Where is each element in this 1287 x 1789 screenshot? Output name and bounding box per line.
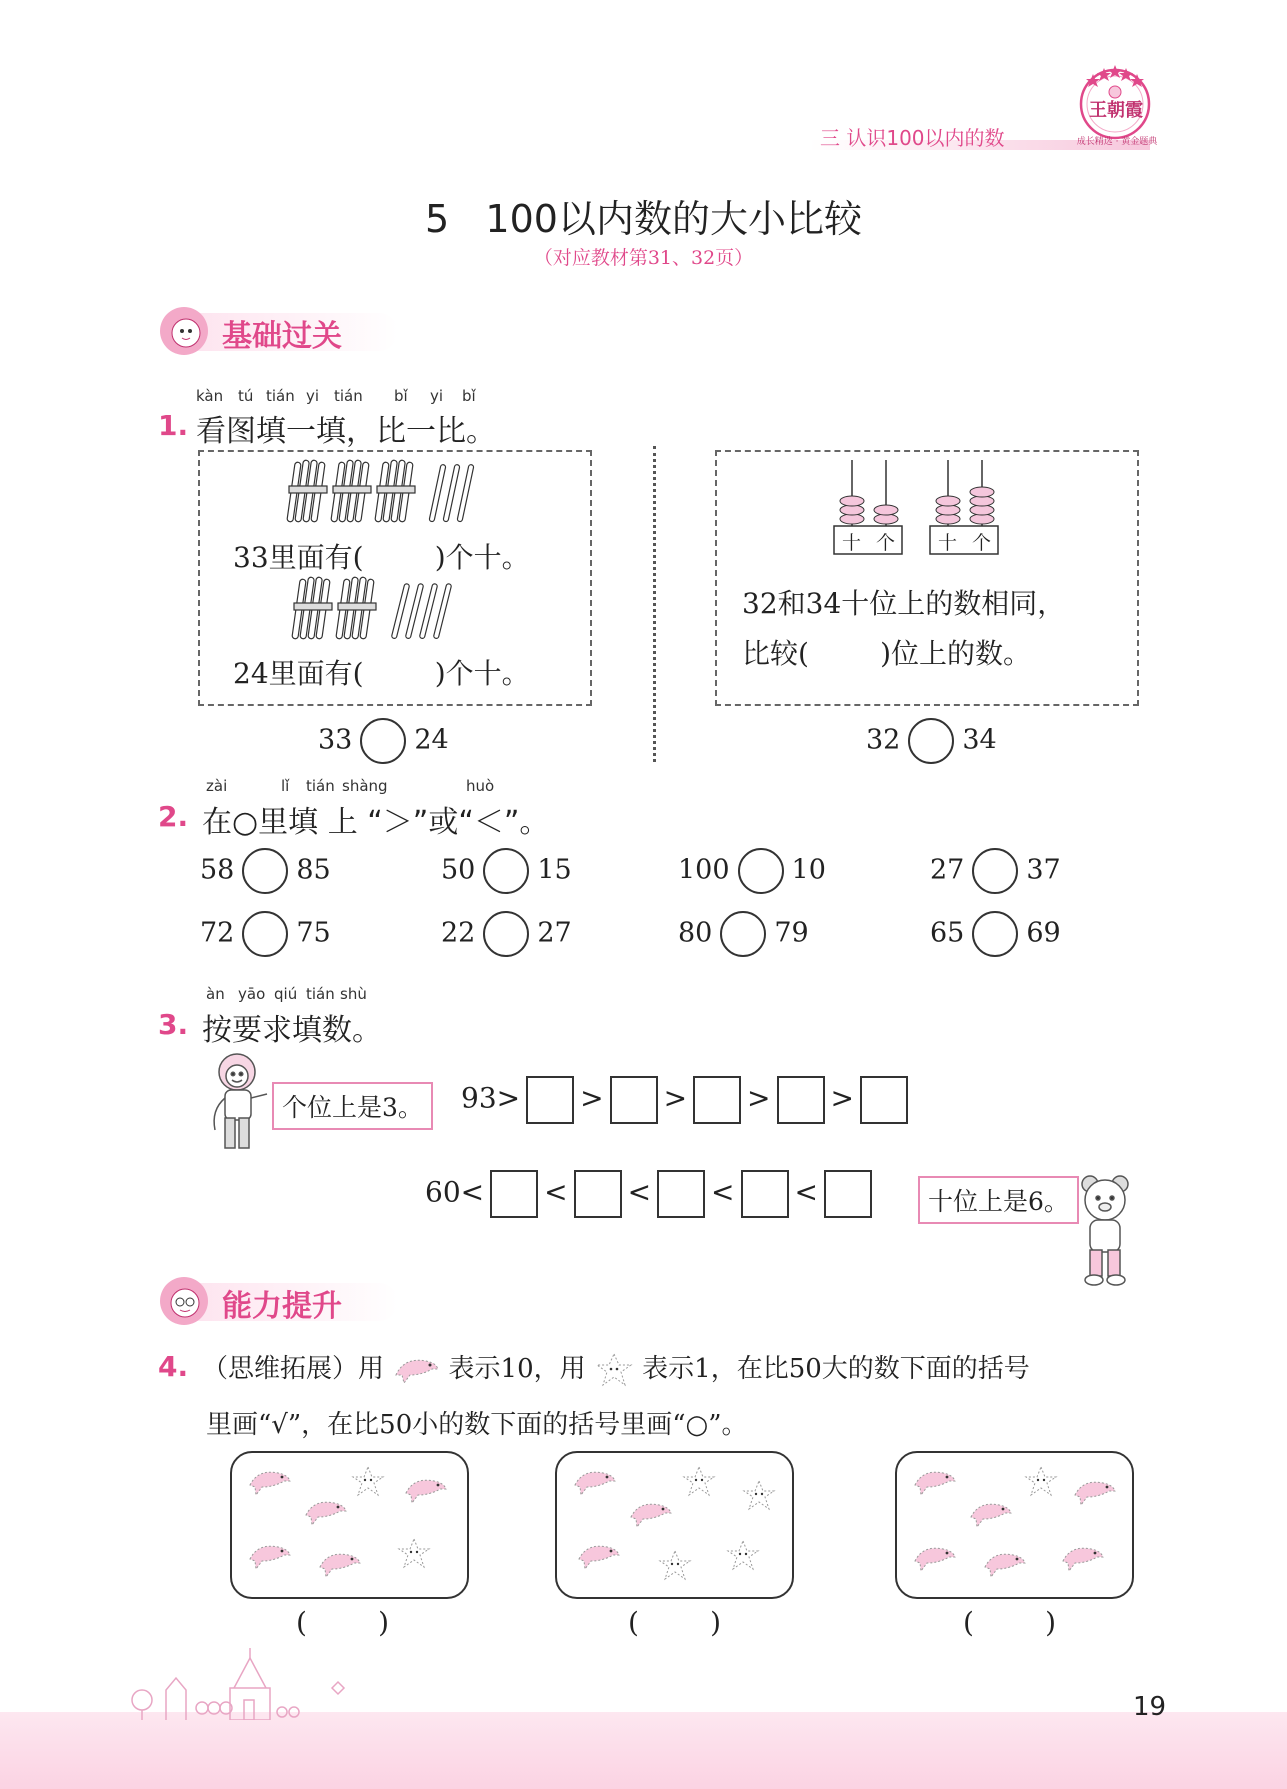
compare-circle[interactable] <box>483 848 529 894</box>
pinyin: àn <box>206 985 225 1003</box>
pinyin: huò <box>466 777 495 795</box>
compare-number: 50 <box>441 854 476 886</box>
lesson-title: 5 100以内数的大小比较 <box>425 197 862 241</box>
compare-circle[interactable] <box>360 718 406 764</box>
gt-sign: > <box>580 1081 604 1115</box>
abacus-label: 十 <box>842 532 862 554</box>
gt-sign: > <box>663 1081 688 1115</box>
q1-number: 1. <box>158 409 189 442</box>
row-start-number: 60 <box>425 1175 461 1209</box>
pinyin: lǐ <box>281 777 290 795</box>
compare-number: 27 <box>537 917 572 949</box>
pinyin: kàn <box>196 387 224 405</box>
compare-number: 75 <box>296 917 331 949</box>
q2-number: 2. <box>158 800 189 833</box>
pinyin: zài <box>206 777 228 795</box>
compare-number: 27 <box>930 854 965 886</box>
compare-number: 10 <box>791 854 826 886</box>
pinyin: bǐ <box>394 387 408 405</box>
compare-number: 85 <box>296 854 331 886</box>
lt-sign: < <box>627 1175 652 1209</box>
picture-box-1 <box>230 1451 469 1599</box>
pinyin: shù <box>340 985 367 1003</box>
q2-item <box>678 848 826 894</box>
compare-number: 69 <box>1026 917 1061 949</box>
q4-text-c: 表示1，在比50大的数下面的括号 <box>642 1354 1030 1384</box>
compare-number: 80 <box>678 917 713 949</box>
compare-number: 15 <box>537 854 572 886</box>
monkey-mascot-icon <box>205 1050 275 1164</box>
pinyin: shàng <box>342 777 388 795</box>
lt-sign: < <box>544 1175 568 1209</box>
q2-item <box>441 848 572 894</box>
answer-box[interactable] <box>657 1170 705 1218</box>
castle-decoration-icon <box>122 1648 382 1724</box>
gt-sign: > <box>747 1081 771 1115</box>
compare-number: 33 <box>318 724 353 756</box>
q1-text: 看图填一填，比一比。 <box>196 414 496 449</box>
pinyin: yi <box>306 387 320 405</box>
brand-name: 王朝霞 <box>1089 100 1143 121</box>
compare-circle[interactable] <box>908 718 954 764</box>
dolphin-icon <box>392 1353 440 1387</box>
gt-sign: > <box>496 1081 521 1115</box>
answer-box[interactable] <box>610 1076 658 1124</box>
abacus-label: 个 <box>972 532 992 554</box>
pinyin: tián <box>266 387 295 405</box>
q2-item <box>200 911 331 957</box>
compare-number: 22 <box>441 917 476 949</box>
compare-circle[interactable] <box>720 911 766 957</box>
answer-box[interactable] <box>777 1076 825 1124</box>
answer-box[interactable] <box>824 1170 872 1218</box>
old-man-mascot-icon <box>158 1275 210 1331</box>
pinyin: bǐ <box>462 387 476 405</box>
section-title-advanced: 能力提升 <box>222 1289 342 1324</box>
compare-number: 24 <box>414 724 449 756</box>
pinyin: tián <box>306 777 335 795</box>
q1-right-compare <box>866 718 997 764</box>
picture-box-2 <box>555 1451 794 1599</box>
starfish-icon <box>594 1352 634 1388</box>
compare-number: 34 <box>962 724 997 756</box>
q4-line1 <box>202 1348 1030 1388</box>
abacus-label: 十 <box>938 532 958 554</box>
q1-left-line2: 24里面有( )个十。 <box>233 657 530 690</box>
answer-paren-3[interactable]: ( ) <box>963 1606 1057 1639</box>
answer-paren-1[interactable]: ( ) <box>296 1606 390 1639</box>
bundle-sticks-33-icon <box>285 458 495 534</box>
compare-circle[interactable] <box>972 848 1018 894</box>
q2-item <box>200 848 331 894</box>
compare-circle[interactable] <box>738 848 784 894</box>
answer-box[interactable] <box>574 1170 622 1218</box>
pinyin: qiú <box>274 985 298 1003</box>
q4-text-a: （思维拓展）用 <box>202 1354 385 1384</box>
q3-hint-tag-2: 十位上是6。 <box>918 1176 1079 1224</box>
compare-number: 58 <box>200 854 235 886</box>
compare-circle[interactable] <box>242 848 288 894</box>
q2-item <box>441 911 572 957</box>
compare-number: 72 <box>200 917 235 949</box>
picture-box-3 <box>895 1451 1134 1599</box>
q1-right-line1: 32和34十位上的数相同， <box>742 587 1066 620</box>
pinyin: yi <box>430 387 444 405</box>
q1-right-line2: 比较( )位上的数。 <box>742 637 1032 670</box>
row-start-number: 93 <box>461 1081 497 1115</box>
girl-mascot-icon <box>158 305 210 361</box>
compare-number: 32 <box>866 724 901 756</box>
q3-number: 3. <box>158 1008 189 1041</box>
pinyin: tú <box>238 387 254 405</box>
q4-text-b: 表示10，用 <box>448 1354 586 1384</box>
lt-sign: < <box>460 1175 485 1209</box>
q2-item <box>930 911 1061 957</box>
answer-box[interactable] <box>490 1170 538 1218</box>
lesson-subtitle: （对应教材第31、32页） <box>533 247 754 269</box>
abacus-label: 个 <box>876 532 896 554</box>
pinyin: tián <box>334 387 363 405</box>
answer-box[interactable] <box>526 1076 574 1124</box>
pinyin: yāo <box>238 985 266 1003</box>
q3-text: 按要求填数。 <box>202 1013 382 1048</box>
compare-number: 65 <box>930 917 965 949</box>
lt-sign: < <box>711 1175 735 1209</box>
q1-left-line1: 33里面有( )个十。 <box>233 541 530 574</box>
divider <box>653 446 656 762</box>
q3-row-2 <box>425 1170 878 1218</box>
bear-mascot-icon <box>1070 1170 1140 1294</box>
q2-item <box>930 848 1061 894</box>
compare-circle[interactable] <box>242 911 288 957</box>
answer-box[interactable] <box>693 1076 741 1124</box>
q2-text: 在○里填 上 “＞”或“＜”。 <box>202 805 550 840</box>
section-title-basic: 基础过关 <box>222 319 342 354</box>
answer-box[interactable] <box>741 1170 789 1218</box>
brand-sub: 成长精选 · 黄金题典 <box>1076 137 1158 147</box>
lt-sign: < <box>794 1175 818 1209</box>
pinyin: tián <box>306 985 335 1003</box>
chapter-label: 三 认识100以内的数 <box>820 126 1005 150</box>
answer-paren-2[interactable]: ( ) <box>628 1606 722 1639</box>
q4-number: 4. <box>158 1350 189 1383</box>
q1-left-compare <box>318 718 449 764</box>
compare-circle[interactable] <box>972 911 1018 957</box>
q4-line2: 里画“√”，在比50小的数下面的括号里画“○”。 <box>206 1410 748 1440</box>
q3-row-1 <box>461 1076 914 1124</box>
q2-item <box>678 911 809 957</box>
answer-box[interactable] <box>860 1076 908 1124</box>
compare-number: 37 <box>1026 854 1061 886</box>
compare-number: 79 <box>774 917 809 949</box>
compare-circle[interactable] <box>483 911 529 957</box>
bundle-sticks-24-icon <box>290 575 480 651</box>
page-number: 19 <box>1133 1692 1167 1722</box>
q3-hint-tag-1: 个位上是3。 <box>272 1082 433 1130</box>
gt-sign: > <box>830 1081 854 1115</box>
compare-number: 100 <box>678 854 730 886</box>
